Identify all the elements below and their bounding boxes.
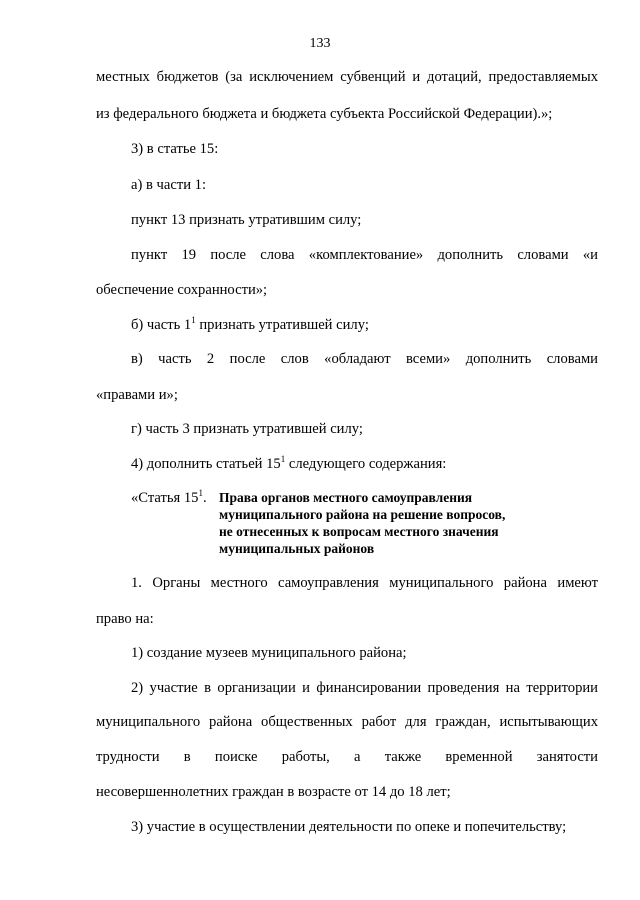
text-line: 3) участие в осуществлении деятельности по опеке и попечительству;	[131, 819, 567, 835]
text-line: 2) участие в организации и финансировании проведения на территории	[131, 680, 598, 696]
text-line: «правами и»;	[96, 387, 178, 403]
article-title-line: Права органов местного самоуправления	[219, 490, 473, 505]
article-title-line: не отнесенных к вопросам местного значения	[219, 524, 499, 539]
superscript: 1	[280, 454, 286, 465]
article-title-line: муниципальных районов	[219, 541, 375, 556]
text-line: пункт 13 признать утратившим силу;	[131, 212, 362, 228]
page-number: 133	[309, 36, 331, 51]
text-line: а) в части 1:	[131, 177, 207, 193]
text-line: в) часть 2 после слов «обладают всеми» дополнить словами	[131, 351, 598, 367]
text-fragment: 4) дополнить статьей 15	[131, 456, 281, 472]
article-label	[131, 489, 207, 507]
text-line: муниципального района общественных работ для граждан, испытывающих	[96, 714, 598, 730]
article-title-line: муниципального района на решение вопросов,	[219, 507, 506, 522]
text-line	[131, 316, 369, 334]
text-line: пункт 19 после слова «комплектование» дополнить словами «и	[131, 247, 598, 263]
text-line: трудности в поиске работы, а также временной занятости	[96, 749, 598, 765]
text-fragment: б) часть 1	[131, 317, 192, 333]
text-line: 3) в статье 15:	[131, 141, 219, 157]
superscript: 1	[191, 315, 196, 326]
text-fragment: признать утратившей силу;	[195, 317, 369, 333]
text-line: обеспечение сохранности»;	[96, 282, 268, 298]
text-fragment: .	[202, 490, 207, 506]
text-line: из федерального бюджета и бюджета субъекта Российской Федерации).»;	[96, 106, 553, 122]
text-line: несовершеннолетних граждан в возрасте от 14 до 18 лет;	[96, 784, 451, 800]
text-line: право на:	[96, 611, 154, 627]
text-fragment: «Статья 15	[131, 490, 199, 506]
text-line: 1. Органы местного самоуправления муниципального района имеют	[131, 575, 598, 591]
superscript: 1	[198, 488, 203, 499]
text-fragment: следующего содержания:	[285, 456, 447, 472]
text-line: местных бюджетов (за исключением субвенций и дотаций, предоставляемых	[96, 69, 598, 85]
text-line: 1) создание музеев муниципального района;	[131, 645, 407, 661]
text-line	[131, 455, 446, 473]
text-line: г) часть 3 признать утратившей силу;	[131, 421, 363, 437]
